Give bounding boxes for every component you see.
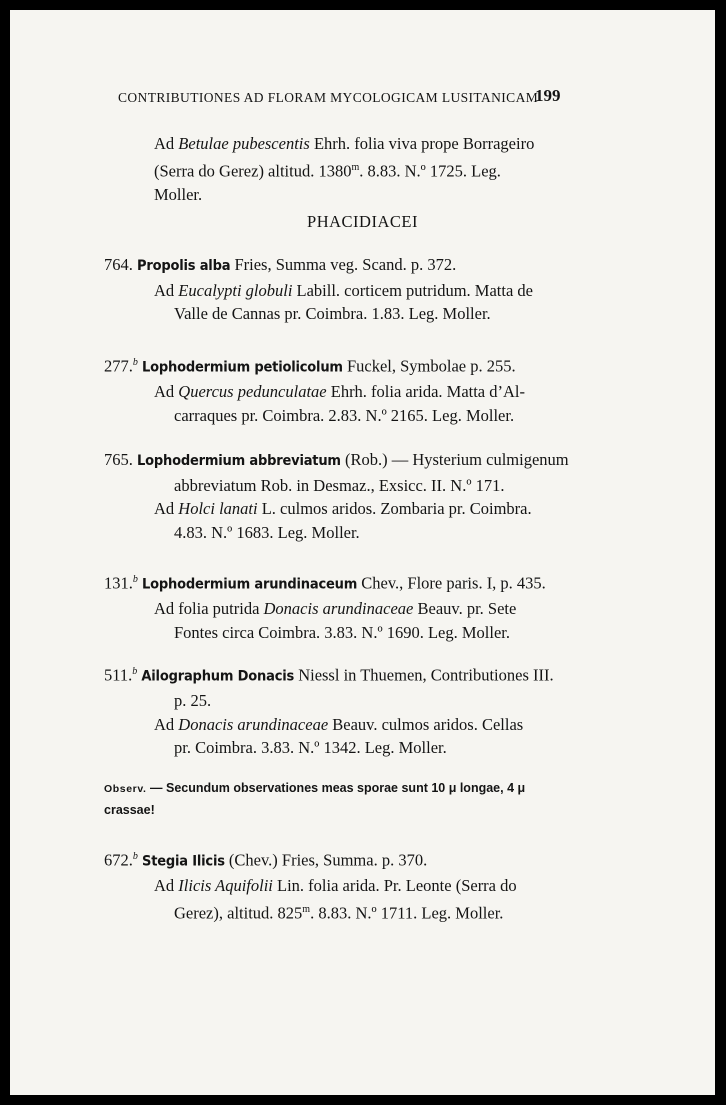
continuation-entry [104,132,649,206]
entry-line: Ad Eucalypti globuli Labill. corticem putridum. Matta de [154,280,533,300]
observation-note [104,778,649,821]
entry-672b [104,845,649,925]
entry-764 [104,253,649,326]
entry-line: Ad Ilicis Aquifolii Lin. folia arida. Pr. Leonte (Serra do [154,876,517,895]
entry-heading: 765. Lophodermium abbreviatum (Rob.) — Hysterium culmigenum [104,450,569,469]
entry-heading: 277.$^b$ Lophodermium petiolicolum Fuckel, Symbolae p. 255. [104,356,516,376]
entry-line: Ad Quercus pedunculatae Ehrh. folia arida. Matta d’Al- [154,382,525,401]
running-header: CONTRIBUTIONES AD FLORAM MYCOLOGICAM LUSITANICAM [118,90,539,105]
entry-511b [104,660,649,760]
continuation-line-2: (Serra do Gerez) altitud. 1380$^m$. 8.83. N.º 1725. Leg. [154,161,501,180]
entry-line: Valle de Cannas pr. Coimbra. 1.83. Leg. Moller. [174,304,491,323]
entry-line: 4.83. N.º 1683. Leg. Moller. [174,522,360,542]
entry-277b [104,351,649,427]
entry-line: Fontes circa Coimbra. 3.83. N.º 1690. Leg. Moller. [174,622,510,642]
entry-line: Ad folia putrida Donacis arundinaceae Beauv. pr. Sete [154,599,517,618]
entry-line: p. 25. [174,691,212,710]
entry-line: pr. Coimbra. 3.83. N.º 1342. Leg. Moller. [174,738,447,757]
continuation-line-1: Ad Betulae pubescentis Ehrh. folia viva prope Borrageiro [154,134,535,153]
section-title: PHACIDIACEI [307,212,418,231]
entry-heading: 672.$^b$ Stegia Ilicis (Chev.) Fries, Summa. p. 370. [104,850,428,870]
continuation-line-3: Moller. [154,184,203,204]
entry-line: abbreviatum Rob. in Desmaz., Exsicc. II. N.º 171. [174,475,505,495]
entry-heading: 764. Propolis alba Fries, Summa veg. Scand. p. 372. [104,255,457,274]
entry-line: Ad Donacis arundinaceae Beauv. culmos aridos. Cellas [154,714,524,734]
entry-line: carraques pr. Coimbra. 2.83. N.º 2165. Leg. Moller. [174,405,515,425]
entry-765 [104,448,649,544]
page-number: 199 [535,86,561,105]
entry-heading: 131.$^b$ Lophodermium arundinaceum Chev., Flore paris. I, p. 435. [104,573,546,593]
entry-line: Gerez), altitud. 825$^m$. 8.83. N.º 1711. Leg. Moller. [174,903,504,922]
entry-heading: 511.$^b$ Ailographum Donacis Niessl in Thuemen, Contributiones III. [104,665,554,685]
entry-line: Ad Holci lanati L. culmos aridos. Zombaria pr. Coimbra. [154,499,532,518]
observation-line-1: Observ. — Secundum observationes meas sporae sunt 10 μ longae, 4 μ [104,781,526,795]
entry-131b [104,568,649,644]
observation-line-2: crassae! [104,803,155,817]
book-page [10,10,715,1095]
